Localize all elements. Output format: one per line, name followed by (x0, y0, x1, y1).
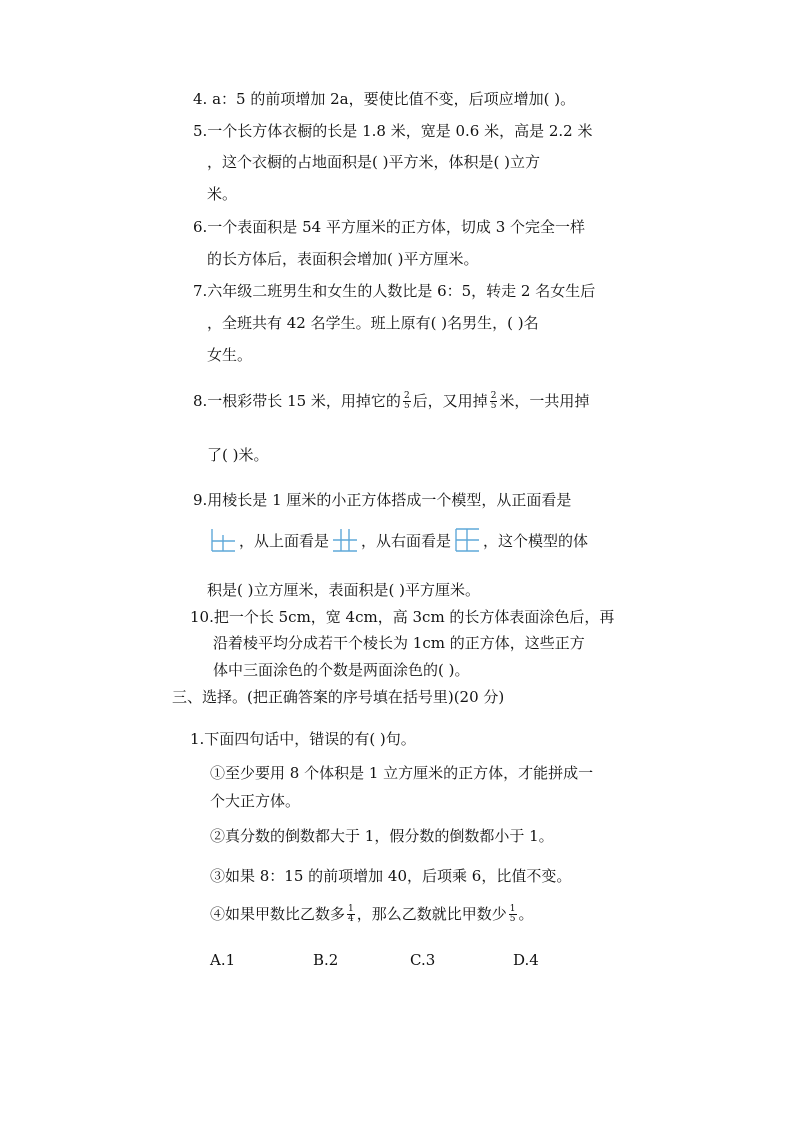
question-5-line-2: ，这个衣橱的占地面积是( )平方米，体积是( )立方 (207, 153, 540, 171)
fraction-denominator: 4 (348, 913, 354, 924)
fraction-one-quarter (347, 905, 355, 924)
question-6-line-2: 的长方体后，表面积会增加( )平方厘米。 (207, 250, 479, 268)
fraction-two-fifths (403, 392, 411, 411)
option-1-line-2: 个大正方体。 (210, 792, 301, 810)
question-7-line-2: ，全班共有 42 名学生。班上原有( )名男生，( )名 (207, 314, 539, 332)
section-3-heading: 三、选择。(把正确答案的序号填在括号里)(20 分) (172, 688, 505, 706)
choice-question-1-stem: 1.下面四句话中，错误的有( )句。 (190, 730, 416, 748)
answer-choice-d: D.4 (513, 951, 539, 969)
question-9-line-2 (207, 529, 588, 555)
question-5-line-3: 米。 (207, 185, 238, 203)
option-4 (210, 904, 534, 925)
answer-choice-c: C.3 (410, 951, 436, 969)
fraction-numerator: 2 (490, 390, 497, 401)
option-4-text-c: 。 (518, 905, 534, 923)
question-4: 4. a：5 的前项增加 2a，要使比值不变，后项应增加( )。 (193, 90, 576, 108)
question-9-text-end: ，这个模型的体 (483, 532, 589, 550)
right-view-icon (454, 527, 480, 553)
option-2: ②真分数的倒数都大于 1，假分数的倒数都小于 1。 (210, 827, 554, 845)
fraction-numerator: 1 (348, 903, 354, 914)
question-9-text-top: ，从上面看是 (239, 532, 330, 550)
fraction-two-fifths-meters (490, 392, 498, 411)
question-6-line-1: 6.一个表面积是 54 平方厘米的正方体，切成 3 个完全一样 (193, 218, 586, 236)
option-3: ③如果 8：15 的前项增加 40，后项乘 6，比值不变。 (210, 867, 572, 885)
question-10-line-1: 10.把一个长 5cm，宽 4cm，高 3cm 的长方体表面涂色后，再 (190, 608, 615, 626)
question-8-text-b: 后，又用掉 (412, 392, 488, 410)
answer-choice-b: B.2 (313, 951, 339, 969)
question-10-line-3: 体中三面涂色的个数是两面涂色的( )。 (213, 661, 470, 679)
question-9-line-3: 积是( )立方厘米，表面积是( )平方厘米。 (207, 581, 480, 599)
fraction-numerator: 2 (403, 390, 410, 401)
option-4-text-a: ④如果甲数比乙数多 (210, 905, 346, 923)
question-8-line-1 (193, 391, 589, 412)
question-8-text-a: 8.一根彩带长 15 米，用掉它的 (193, 392, 401, 410)
question-8-text-c: 米，一共用掉 (499, 392, 590, 410)
question-7-line-1: 7.六年级二班男生和女生的人数比是 6：5，转走 2 名女生后 (193, 282, 596, 300)
question-9-line-1: 9.用棱长是 1 厘米的小正方体搭成一个模型，从正面看是 (193, 491, 572, 509)
fraction-one-fifth (509, 905, 517, 924)
answer-choice-a: A.1 (210, 951, 236, 969)
fraction-denominator: 5 (403, 400, 410, 411)
question-10-line-2: 沿着棱平均分成若干个棱长为 1cm 的正方体，这些正方 (213, 634, 585, 652)
question-7-line-3: 女生。 (207, 346, 253, 364)
top-view-icon (332, 527, 358, 553)
option-1-line-1: ①至少要用 8 个体积是 1 立方厘米的正方体，才能拼成一 (210, 764, 594, 782)
question-5-line-1: 5.一个长方体衣橱的长是 1.8 米，宽是 0.6 米，高是 2.2 米 (193, 122, 593, 140)
fraction-denominator: 5 (509, 913, 516, 924)
question-9-text-right: ，从右面看是 (361, 532, 452, 550)
question-8-line-2: 了( )米。 (207, 446, 269, 464)
fraction-denominator: 5 (490, 400, 497, 411)
fraction-numerator: 1 (509, 903, 516, 914)
front-view-icon (210, 527, 236, 553)
option-4-text-b: ，那么乙数就比甲数少 (356, 905, 507, 923)
